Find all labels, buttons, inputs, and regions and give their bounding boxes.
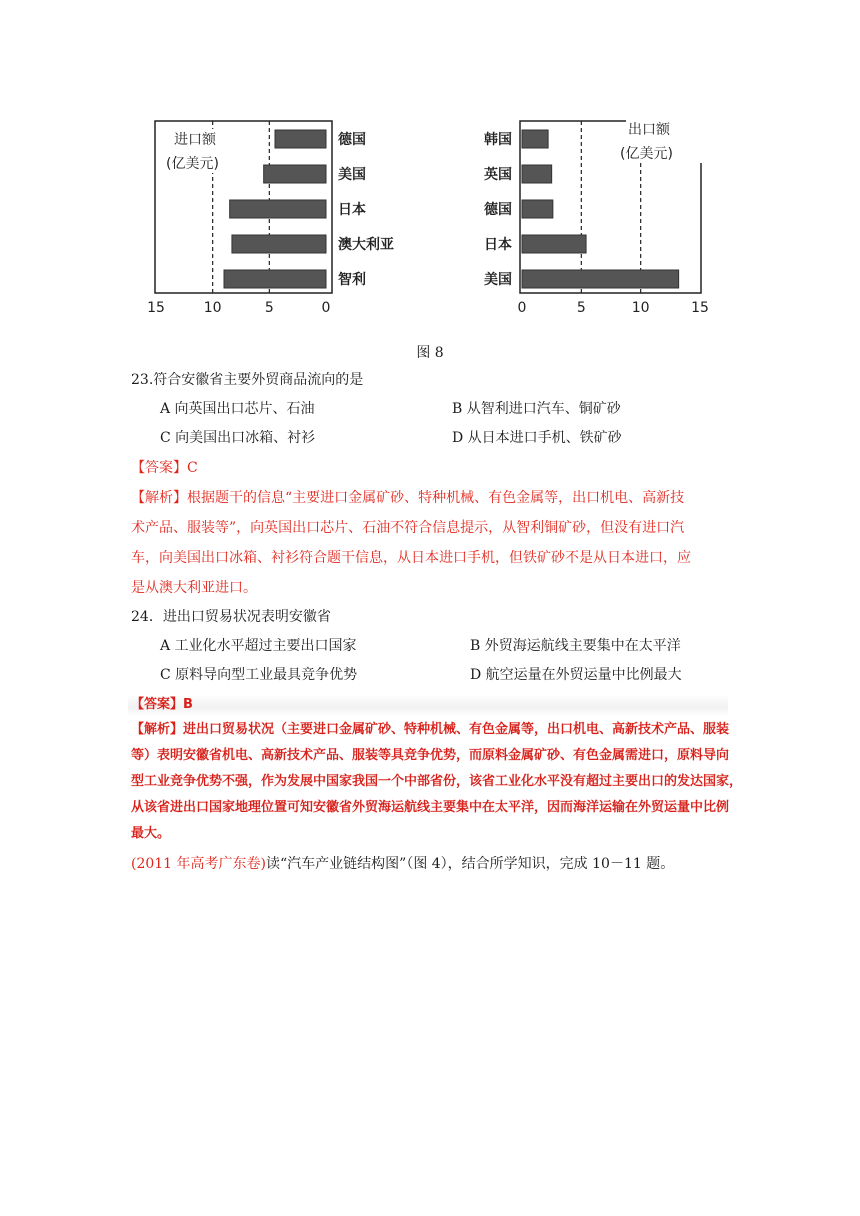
category-label: 英国 — [484, 167, 512, 183]
category-label: 德国 — [338, 132, 366, 148]
q24-answer: 【答案】B — [131, 697, 193, 712]
chart-unit: (亿美元) — [166, 156, 219, 172]
q24-analysis-line: 【解析】进出口贸易状况（主要进口金属矿砂、特种机械、有色金属等，出口机电、高新技术产品、服装 — [131, 722, 730, 737]
chart-title: 进口额 — [174, 132, 216, 148]
category-label: 韩国 — [484, 132, 512, 148]
category-label: 智利 — [338, 272, 366, 288]
category-label: 日本 — [338, 202, 366, 218]
tick-label: 5 — [264, 300, 274, 316]
tick-label: 0 — [517, 300, 527, 316]
q23-analysis-line: 术产品、服装等”，向英国出口芯片、石油不符合信息提示，从智利铜矿砂，但没有进口汽 — [131, 520, 685, 536]
category-label: 美国 — [484, 272, 512, 288]
tick-label: 15 — [147, 300, 165, 316]
q24-option-d: D 航空运量在外贸运量中比例最大 — [470, 667, 682, 683]
export-chart-svg — [470, 112, 720, 327]
q24-analysis-line: 从该省进出口国家地理位置可知安徽省外贸海运航线主要集中在太平洋，因而海洋运输在外贸运量中比例 — [131, 800, 730, 815]
bar-德国 — [522, 200, 553, 218]
q24-analysis-line: 型工业竞争优势不强，作为发展中国家我国一个中部省份，该省工业化水平没有超过主要出口的发达国家， — [131, 774, 743, 789]
tick-label: 5 — [576, 300, 586, 316]
scan-band — [128, 695, 728, 717]
q23-option-b: B 从智利进口汽车、铜矿砂 — [452, 401, 621, 417]
bar-美国 — [264, 165, 326, 183]
q23-answer: 【答案】C — [131, 460, 198, 476]
q23-analysis-line: 【解析】根据题干的信息“主要进口金属矿砂、特种机械、有色金属等，出口机电、高新技 — [131, 490, 685, 506]
category-label: 德国 — [484, 202, 512, 218]
chart-title: 出口额 — [628, 122, 670, 138]
q23-option-a: A 向英国出口芯片、石油 — [160, 401, 315, 417]
category-label: 美国 — [338, 167, 366, 183]
tick-label: 15 — [691, 300, 709, 316]
bar-智利 — [224, 270, 326, 288]
tick-label: 10 — [631, 300, 650, 316]
bar-澳大利亚 — [232, 235, 326, 253]
q23-stem: 23.符合安徽省主要外贸商品流向的是 — [131, 372, 364, 388]
bar-日本 — [230, 200, 326, 218]
next-question-intro — [131, 854, 674, 874]
bar-德国 — [275, 130, 326, 148]
figure-caption: 图 8 — [416, 345, 444, 361]
tick-label: 10 — [203, 300, 222, 316]
q24-option-a: A 工业化水平超过主要出口国家 — [160, 638, 357, 654]
q23-option-c: C 向美国出口冰箱、衬衫 — [160, 430, 316, 446]
q24-stem: 24．进出口贸易状况表明安徽省 — [131, 609, 331, 625]
bar-日本 — [522, 235, 586, 253]
q24-option-b: B 外贸海运航线主要集中在太平洋 — [470, 638, 681, 654]
category-label: 日本 — [484, 237, 512, 253]
bar-英国 — [522, 165, 552, 183]
exam-source: (2011 年高考广东卷) — [131, 856, 267, 872]
import-chart-svg — [140, 112, 410, 327]
q24-analysis-line: 最大。 — [131, 826, 171, 841]
chart-unit: (亿美元) — [620, 146, 673, 162]
import-chart — [140, 112, 410, 331]
bar-美国 — [522, 270, 679, 288]
category-label: 澳大利亚 — [338, 237, 394, 253]
q23-option-d: D 从日本进口手机、铁矿砂 — [452, 430, 622, 446]
q23-analysis-line: 是从澳大利亚进口。 — [131, 580, 257, 596]
q24-option-c: C 原料导向型工业最具竞争优势 — [160, 667, 358, 683]
q24-analysis-line: 等）表明安徽省机电、高新技术产品、服装等具竞争优势，而原料金属矿砂、有色金属需进口，原料导向 — [131, 748, 730, 763]
tick-label: 0 — [321, 300, 331, 316]
export-chart — [470, 112, 720, 331]
intro-text: 读“汽车产业链结构图”（图 4），结合所学知识，完成 10－11 题。 — [266, 856, 675, 872]
bar-韩国 — [522, 130, 548, 148]
q23-analysis-line: 车，向美国出口冰箱、衬衫符合题干信息，从日本进口手机，但铁矿砂不是从日本进口，应 — [131, 550, 691, 566]
